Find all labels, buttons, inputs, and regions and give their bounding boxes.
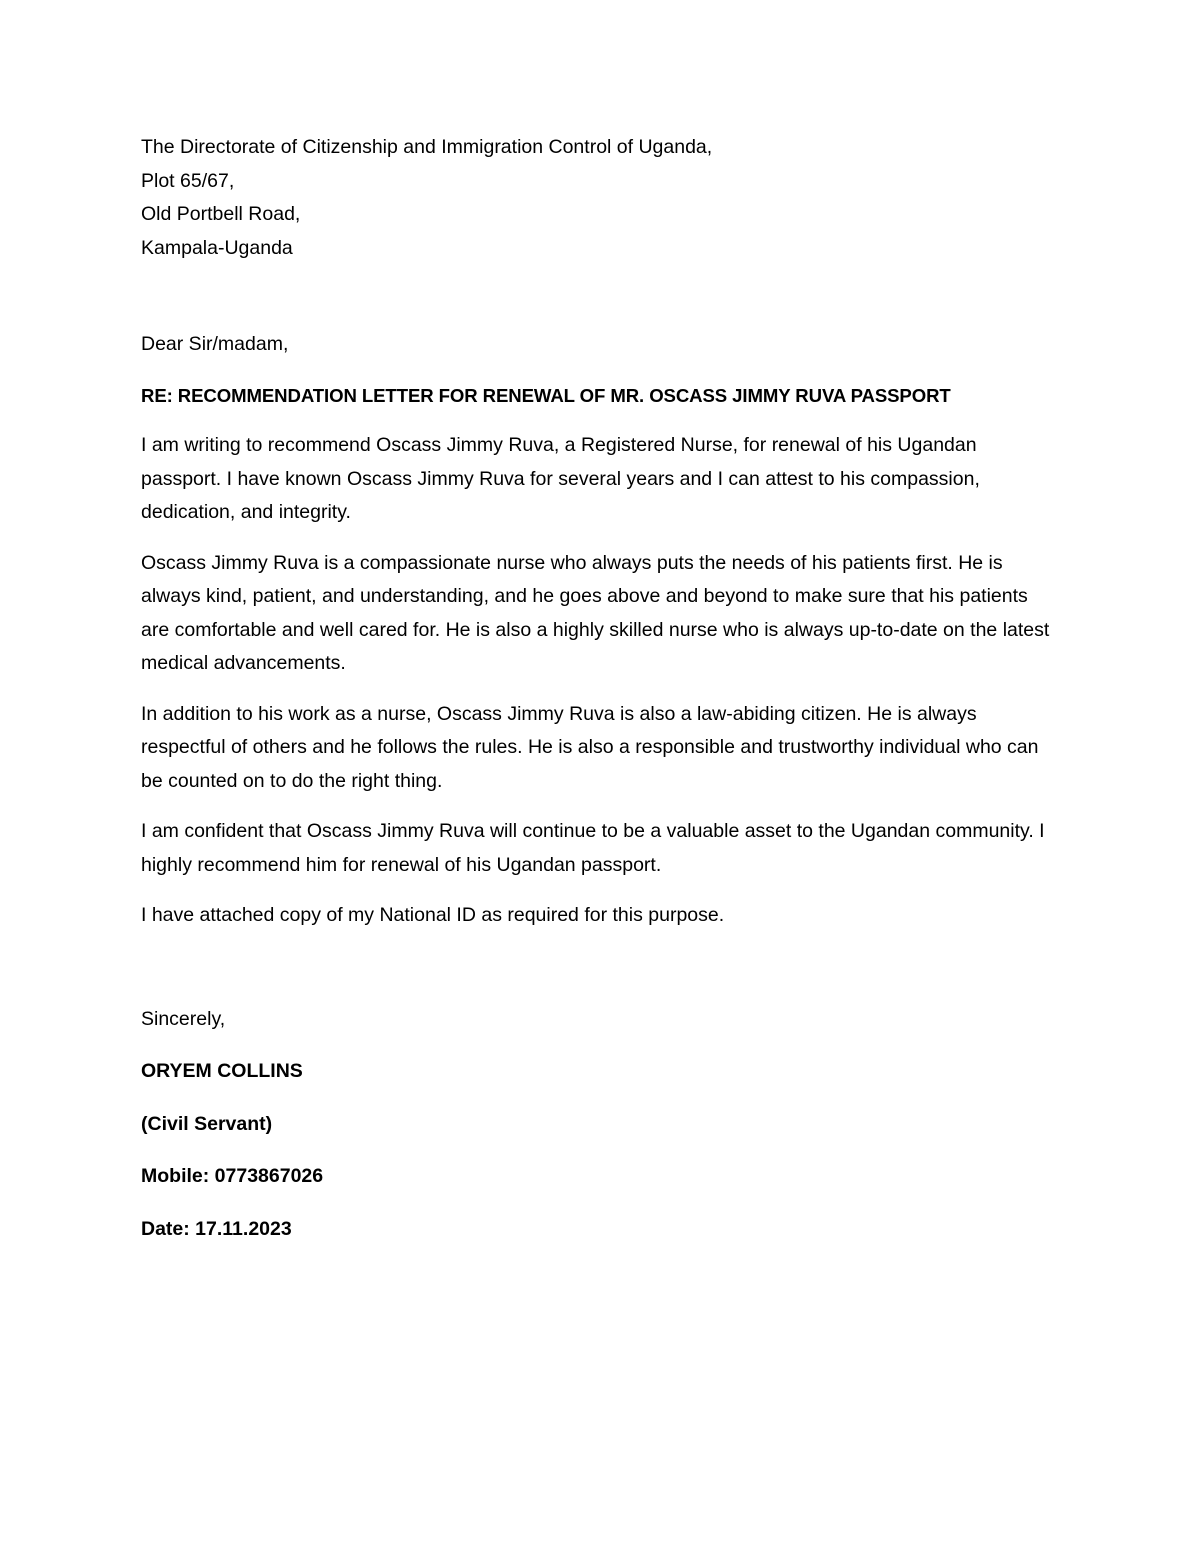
letter-body (141, 131, 1061, 1246)
letter-date: Date: 17.11.2023 (141, 1217, 292, 1240)
signatory-title: (Civil Servant) (141, 1112, 273, 1135)
address-line-4: Kampala-Uganda (141, 236, 293, 259)
signatory-mobile: Mobile: 0773867026 (141, 1165, 324, 1187)
paragraph-3: In addition to his work as a nurse, Oscass Jimmy Ruva is also a law-abiding citizen. He is always respectful of others and he follows the rules. He is also a responsible and trustworthy individual who can be counted on to do the right thing. (141, 702, 1039, 792)
paragraph-5: I have attached copy of my National ID as required for this purpose. (141, 904, 725, 926)
paragraph-2: Oscass Jimmy Ruva is a compassionate nurse who always puts the needs of his patients first. He is always kind, patient, and understanding, and he goes above and beyond to make sure that his patients are comfortable and well cared for. He is also a highly skilled nurse who is always up-to-date on the latest medical advancements. (141, 551, 1050, 674)
paragraph-1: I am writing to recommend Oscass Jimmy Ruva, a Registered Nurse, for renewal of his Ugandan passport. I have known Oscass Jimmy Ruva for several years and I can attest to his compassion, dedication, and integrity. (141, 434, 980, 523)
signatory-name: ORYEM COLLINS (141, 1060, 303, 1082)
spacer (141, 265, 1061, 297)
subject-line: RE: RECOMMENDATION LETTER FOR RENEWAL OF MR. OSCASS JIMMY RUVA PASSPORT (141, 384, 951, 406)
closing: Sincerely, (141, 1007, 226, 1030)
address-line-3: Old Portbell Road, (141, 203, 301, 225)
address-line-2: Plot 65/67, (141, 169, 235, 192)
recipient-address (141, 131, 1061, 265)
address-line-1: The Directorate of Citizenship and Immigration Control of Uganda, (141, 136, 713, 158)
paragraph-4: I am confident that Oscass Jimmy Ruva will continue to be a valuable asset to the Ugandan community. I highly recommend him for renewal of his Ugandan passport. (141, 820, 1045, 876)
salutation: Dear Sir/madam, (141, 333, 289, 355)
